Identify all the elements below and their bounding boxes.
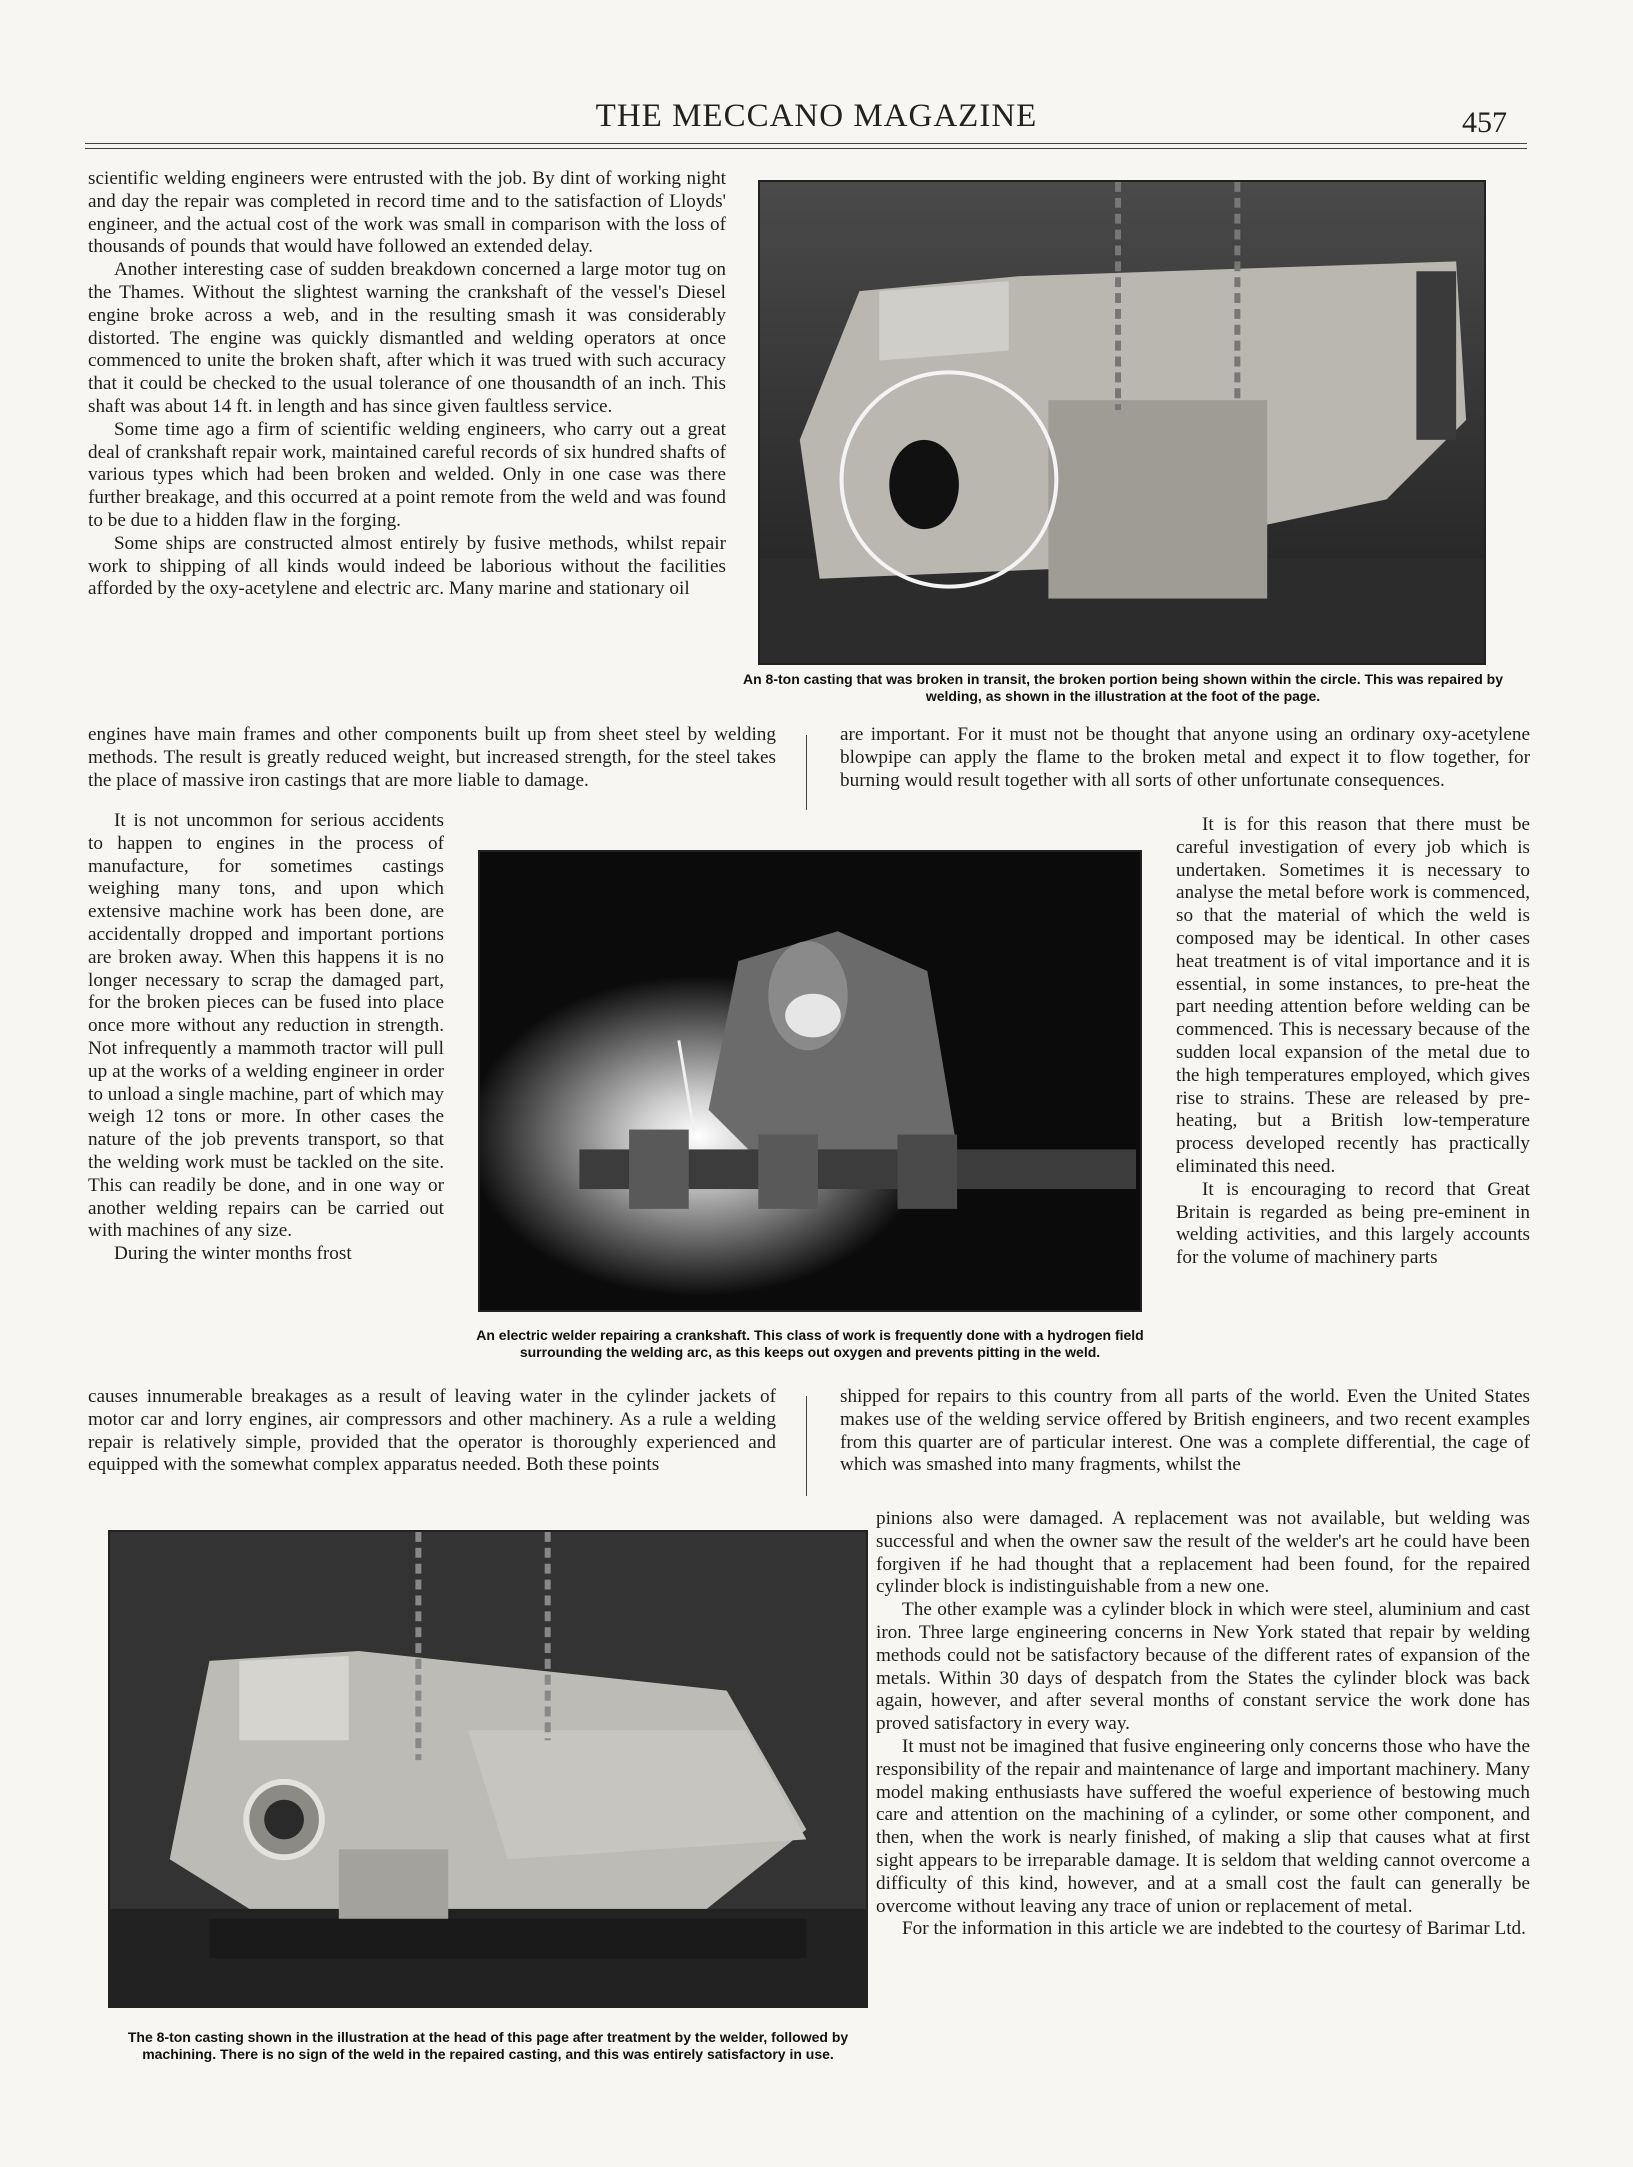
article-block-e (840, 724, 1530, 792)
paragraph: pinions also were damaged. A replacement was not available, but welding was successful and when the owner saw the result of the welder's art he could have been forgiven if he had thought that a replacement had been found, for the repaired cylinder block is indistinguishable from a new one. (876, 1508, 1530, 1598)
paragraph: The other example was a cylinder block in which were steel, aluminium and cast iron. Three large engineering concerns in New York stated that repair by welding methods could not be satisfactory because of the different rates of expansion of the metals. Within 30 days of despatch from the States the cylinder block was back again, however, and after several months of constant service the work done has proved satisfactory in every way. (876, 1599, 1530, 1735)
photo-broken-casting (758, 180, 1486, 665)
caption-middle: An electric welder repairing a crankshaft. This class of work is frequently done with a hydrogen field surrounding the welding arc, as this keeps out oxygen and prevents pitting in the weld. (476, 1327, 1144, 1360)
photo-electric-welder (478, 850, 1142, 1312)
page-title: THE MECCANO MAGAZINE (595, 98, 1038, 134)
paragraph: Some ships are constructed almost entirely by fusive methods, whilst repair work to shipping of all kinds would indeed be laborious without the facilities afforded by the oxy-acetylene and electric arc. Many marine and stationary oil (88, 532, 726, 600)
article-block-a (88, 168, 726, 601)
paragraph: It is for this reason that there must be careful investigation of every job which is undertaken. Sometimes it is necessary to analyse the metal before work is commenced, so that the material of which the weld is composed may be identical. In other cases heat treatment is of vital importance and it is essential, in some instances, to pre-heat the part needing attention before welding can be commenced. This is necessary because of the sudden local expansion of the metal due to the high temperatures employed, which gives rise to strains. These are released by pre-heating, but a British low-temperature process developed recently has practically eliminated this need. (1176, 814, 1530, 1177)
column-divider (806, 735, 807, 810)
paragraph: engines have main frames and other components built up from sheet steel by welding methods. The result is greatly reduced weight, but increased strength, for the steel takes the place of massive iron castings that are more liable to damage. (88, 724, 776, 791)
article-block-d (88, 1386, 776, 1477)
repaired-casting-image (110, 1532, 866, 2006)
electric-welder-image (480, 852, 1140, 1310)
paragraph: are important. For it must not be thought that anyone using an ordinary oxy-acetylene blowpipe can apply the flame to the broken metal and expect it to flow together, for burning would result together with all sorts of other unfortunate consequences. (840, 724, 1530, 791)
article-block-b (88, 724, 776, 792)
paragraph: For the information in this article we are indebted to the courtesy of Barimar Ltd. (902, 1918, 1526, 1940)
paragraph: It is not uncommon for serious accidents to happen to engines in the process of manufacture, for sometimes castings weighing many tons, and upon which extensive machine work has been done, are accidentally dropped and important portions are broken away. When this happens it is no longer necessary to scrap the damaged part, for the broken pieces can be fused into place once more without any reduction in strength. Not infrequently a mammoth tractor will pull up at the works of a welding engineer in order to unload a single machine, part of which may weigh 12 tons or more. In other cases the nature of the job prevents transport, so that the welding work must be tackled on the site. This can readily be done, and in one way or another welding repairs can be carried out with machines of any size. (88, 810, 444, 1242)
paragraph: shipped for repairs to this country from all parts of the world. Even the United States makes use of the welding service offered by British engineers, and two recent examples from this quarter are of particular interest. One was a complete differential, the cage of which was smashed into many fragments, whilst the (840, 1386, 1530, 1476)
article-block-g (840, 1386, 1530, 1477)
paragraph: Some time ago a firm of scientific welding engineers, who carry out a great deal of crankshaft repair work, maintained careful records of six hundred shafts of various types which had been broken and welded. Only in one case was there further breakage, and this occurred at a point remote from the weld and was found to be due to a hidden flaw in the forging. (88, 418, 726, 531)
article-block-f (1176, 814, 1530, 1270)
paragraph: scientific welding engineers were entrusted with the job. By dint of working night and day the repair was completed in record time and to the satisfaction of Lloyds' engineer, and the actual cost of the work was small in comparison with the loss of thousands of pounds that would have followed an extended delay. (88, 168, 726, 258)
column-divider (806, 1396, 807, 1496)
photo-repaired-casting (108, 1530, 868, 2008)
paragraph: Another interesting case of sudden breakdown concerned a large motor tug on the Thames. Without the slightest warning the crankshaft of the vessel's Diesel engine broke across a web, and in the resulting smash it was considerably distorted. The engine was quickly dismantled and welding operators at once commenced to unite the broken shaft, after which it was trued with such accuracy that it could be checked to the usual tolerance of one thousandth of an inch. This shaft was about 14 ft. in length and has since given faultless service. (88, 259, 726, 417)
broken-casting-image (760, 182, 1484, 663)
paragraph: It is encouraging to record that Great Britain is regarded as being pre-eminent in welding activities, and this largely accounts for the volume of machinery parts (1176, 1178, 1530, 1269)
article-block-c (88, 810, 444, 1266)
paragraph: It must not be imagined that fusive engineering only concerns those who have the responsibility of the repair and maintenance of large and important machinery. Many model making enthusiasts have suffered the woeful experience of bestowing much care and attention on the machining of a cylinder, or some other component, and then, when the work is nearly finished, of making a slip that causes what at first sight appears to be irreparable damage. It is seldom that welding cannot overcome a difficulty of this kind, however, and at a small cost the fault can generally be overcome without leaving any trace of union or replacement of metal. (876, 1735, 1530, 1917)
paragraph: causes innumerable breakages as a result of leaving water in the cylinder jackets of motor car and lorry engines, air compressors and other machinery. As a rule a welding repair is relatively simple, provided that the operator is thoroughly experienced and equipped with the somewhat complex apparatus needed. Both these points (88, 1386, 776, 1476)
header-rule (85, 143, 1527, 144)
page-number: 457 (1462, 106, 1507, 139)
article-block-h (876, 1508, 1530, 1941)
paragraph: During the winter months frost (114, 1243, 352, 1265)
caption-bottom: The 8-ton casting shown in the illustration at the head of this page after treatment by the welder, followed by machining. There is no sign of the weld in the repaired casting, and this was entirely satisfactory in use. (127, 2029, 849, 2062)
caption-top: An 8-ton casting that was broken in transit, the broken portion being shown within the circle. This was repaired by welding, as shown in the illustration at the foot of the page. (743, 671, 1503, 704)
header-rule-second (85, 148, 1527, 149)
